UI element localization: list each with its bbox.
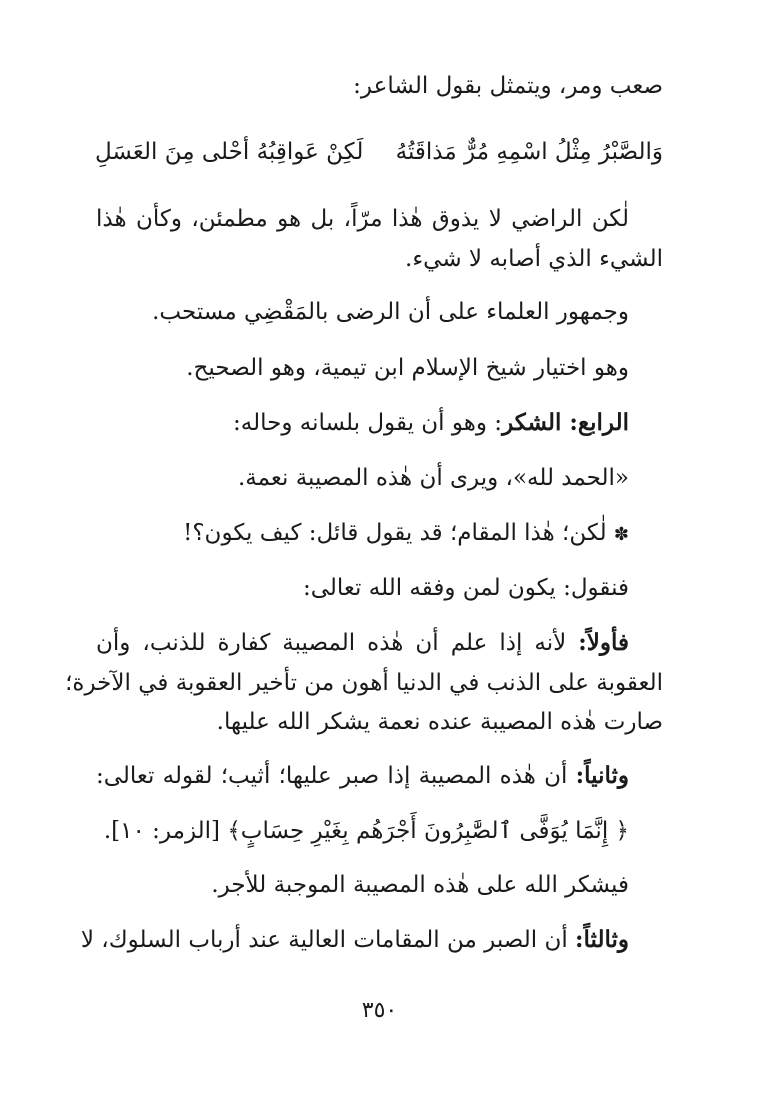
- text-fragment: أن هٰذه المصيبة إذا صبر عليها؛ أثيب؛ لقوله تعالى:: [96, 763, 568, 789]
- text-line: صعب ومر، ويتمثل بقول الشاعر:: [353, 73, 663, 99]
- text-line: [96, 759, 629, 793]
- text-fragment: : وهو أن يقول بلسانه وحاله:: [233, 410, 503, 436]
- text-line: [80, 923, 629, 957]
- quran-verse-line: ﴿ إِنَّمَا يُوَفَّى ٱلصَّٰبِرُونَ أَجْرَهُم بِغَيْرِ حِسَابٍ﴾ [الزمر: ١٠].: [103, 818, 629, 844]
- text-fragment: أن الصبر من المقامات العالية عند أرباب السلوك، لا: [80, 927, 568, 953]
- section-heading: الرابع: الشكر: [502, 409, 629, 436]
- page-number: ٣٥٠: [361, 998, 398, 1023]
- poem-verse-second-hemistich: لَكِنْ عَواقِبُهُ أحْلى مِنَ العَسَلِ: [95, 139, 364, 165]
- asterisk-icon: ✽: [613, 524, 629, 545]
- text-line: [96, 626, 629, 660]
- text-line: [233, 406, 629, 440]
- text-line: صارت هٰذه المصيبة عنده نعمة يشكر الله عليها.: [216, 709, 663, 735]
- text-line: وجمهور العلماء على أن الرضى بالمَقْضِي مستحب.: [152, 299, 629, 325]
- text-line: العقوبة على الذنب في الدنيا أهون من تأخير العقوبة في الآخرة؛: [65, 670, 663, 696]
- text-line: فيشكر الله على هٰذه المصيبة الموجبة للأجر.: [211, 872, 629, 898]
- text-line: «الحمد لله»، ويرى أن هٰذه المصيبة نعمة.: [237, 465, 629, 491]
- text-line: لٰكن الراضي لا يذوق هٰذا مرّاً، بل هو مطمئن، وكأن هٰذا: [96, 206, 629, 232]
- text-line: وهو اختيار شيخ الإسلام ابن تيمية، وهو الصحيح.: [186, 355, 629, 381]
- text-fragment: لأنه إذا علم أن هٰذه المصيبة كفارة للذنب، وأن: [96, 630, 567, 656]
- text-fragment: لٰكن؛ هٰذا المقام؛ قد يقول قائل: كيف يكون؟!: [183, 520, 607, 546]
- section-heading: فأولاً:: [578, 629, 629, 656]
- text-line: الشيء الذي أصابه لا شيء.: [405, 246, 663, 272]
- text-line: [183, 516, 629, 552]
- poem-verse-first-hemistich: وَالصَّبْرُ مِثْلُ اسْمِهِ مُرٌّ مَذاقَتُهُ: [395, 139, 663, 165]
- text-line: فنقول: يكون لمن وفقه الله تعالى:: [303, 575, 629, 601]
- section-heading: وثانياً:: [575, 762, 629, 789]
- section-heading: وثالثاً:: [575, 926, 629, 953]
